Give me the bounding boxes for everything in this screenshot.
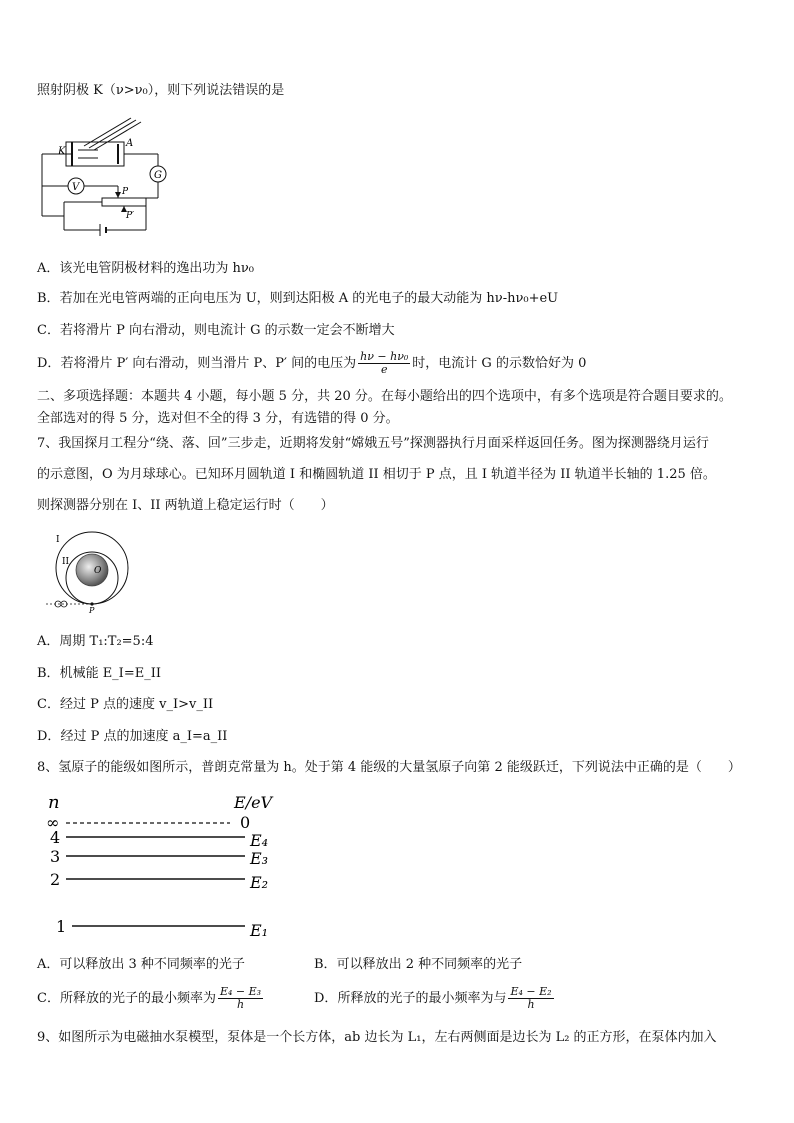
option-letter: C． <box>37 697 60 712</box>
label-p: P <box>122 187 129 197</box>
fraction-denominator: h <box>527 998 535 1011</box>
section2-instructions-line1: 二、多项选择题：本题共 4 小题，每小题 5 分，共 20 分。在每小题给出的四个选项中，有多个选项是符合题目要求的。 <box>37 389 732 404</box>
probe-icon <box>55 601 67 607</box>
level-e-4: E₄ <box>250 831 269 850</box>
label-point-p: P <box>89 606 95 614</box>
q7-option-d <box>37 729 227 745</box>
label-g: G <box>154 170 162 181</box>
fraction-denominator: h <box>236 998 245 1011</box>
e-header: E/eV <box>234 793 273 812</box>
option-text: 可以释放出 3 种不同频率的光子 <box>59 957 245 972</box>
fraction-numerator: E₄ − E₃ <box>219 985 262 998</box>
fraction <box>358 351 410 376</box>
label-v: V <box>72 182 80 193</box>
option-text: 可以释放出 2 种不同频率的光子 <box>336 957 523 972</box>
n-header: n <box>48 792 60 813</box>
level-n-1: 1 <box>56 917 67 936</box>
section2-instructions-line2: 全部选对的得 5 分，选对但不全的得 3 分，有选错的得 0 分。 <box>37 411 399 426</box>
fraction-denominator: e <box>380 363 388 376</box>
q6-option-d <box>37 350 586 378</box>
q9-stem-line1: 9、如图所示为电磁抽水泵模型，泵体是一个长方体，ab 边长为 L₁，左右两侧面是边长为 L₂ 的正方形，在泵体内加入 <box>37 1030 717 1045</box>
option-text: 时，电流计 G 的示数恰好为 0 <box>412 356 587 371</box>
q7-option-b <box>37 666 161 682</box>
q7-stem-line1: 7、我国探月工程分“绕、落、回”三步走，近期将发射“嫦娥五号”探测器执行月面采样返回任务。图为探测器绕月运行 <box>37 436 709 451</box>
lunar-orbit-diagram <box>40 530 140 614</box>
q7-stem-line2: 的示意图，O 为月球球心。已知环月圆轨道 I 和椭圆轨道 II 相切于 P 点，且 I 轨道半径为 II 轨道半长轴的 1.25 倍。 <box>37 467 716 482</box>
label-center-o: O <box>94 566 102 576</box>
q7-option-c <box>37 697 213 713</box>
level-e-3: E₃ <box>250 849 269 868</box>
q6-option-b <box>37 291 558 307</box>
q8-option-a <box>37 957 245 973</box>
fraction <box>508 986 553 1011</box>
level-e-1: E₁ <box>250 921 269 940</box>
level-n-3: 3 <box>50 847 61 866</box>
fraction <box>218 986 263 1011</box>
q8-option-c <box>37 984 265 1014</box>
level-n-4: 4 <box>50 828 61 847</box>
option-letter: D． <box>37 356 61 371</box>
label-k: K <box>58 146 66 157</box>
option-text: 所释放的光子的最小频率为与 <box>337 991 507 1006</box>
q7-stem-line3: 则探测器分别在 I、II 两轨道上稳定运行时（ ） <box>37 498 334 513</box>
option-text: 所释放的光子的最小频率为 <box>59 991 216 1006</box>
q7-option-a <box>37 634 153 650</box>
option-text: 机械能 E_I=E_II <box>59 666 161 681</box>
photoelectric-circuit-diagram <box>36 112 176 242</box>
option-letter: C． <box>37 991 60 1006</box>
option-text: 若将滑片 P 向右滑动，则电流计 G 的示数一定会不断增大 <box>59 323 395 338</box>
option-text: 若将滑片 P′ 向右滑动，则当滑片 P、P′ 间的电压为 <box>60 356 357 371</box>
level-e-infinity: 0 <box>240 813 251 832</box>
q6-stem: 照射阴极 K（ν>ν₀），则下列说法错误的是 <box>37 83 285 98</box>
fraction-numerator: hν − hν₀ <box>360 350 409 363</box>
fraction-numerator: E₄ − E₂ <box>510 985 552 998</box>
option-text: 经过 P 点的加速度 a_I=a_II <box>60 729 228 744</box>
option-letter: B． <box>37 291 60 306</box>
option-letter: A． <box>37 261 60 276</box>
option-letter: B． <box>37 666 60 681</box>
q6-option-a <box>37 261 254 277</box>
q8-option-d <box>314 984 556 1014</box>
label-p-prime: P′ <box>126 211 135 221</box>
option-letter: D． <box>314 991 338 1006</box>
option-text: 若加在光电管两端的正向电压为 U，则到达阳极 A 的光电子的最大动能为 hν-hν₀+eU <box>59 291 559 306</box>
level-n-infinity: ∞ <box>46 813 60 832</box>
level-e-2: E₂ <box>250 873 269 892</box>
q8-option-b <box>314 957 522 973</box>
option-letter: B． <box>314 957 337 972</box>
q8-stem: 8、氢原子的能级如图所示，普朗克常量为 h。处于第 4 能级的大量氢原子向第 2 能级跃迁，下列说法中正确的是（ ） <box>37 760 741 775</box>
option-letter: A． <box>37 957 60 972</box>
q6-option-c <box>37 323 395 339</box>
option-letter: A． <box>37 634 60 649</box>
label-orbit-ii: II <box>62 557 70 567</box>
level-n-2: 2 <box>50 870 61 889</box>
option-text: 周期 T₁:T₂=5:4 <box>59 634 154 649</box>
option-letter: D． <box>37 729 61 744</box>
energy-level-diagram <box>40 790 280 946</box>
option-text: 该光电管阴极材料的逸出功为 hν₀ <box>59 261 255 276</box>
option-letter: C． <box>37 323 60 338</box>
option-text: 经过 P 点的速度 v_I>v_II <box>59 697 214 712</box>
label-orbit-i: I <box>56 535 60 545</box>
label-a: A <box>126 138 134 149</box>
